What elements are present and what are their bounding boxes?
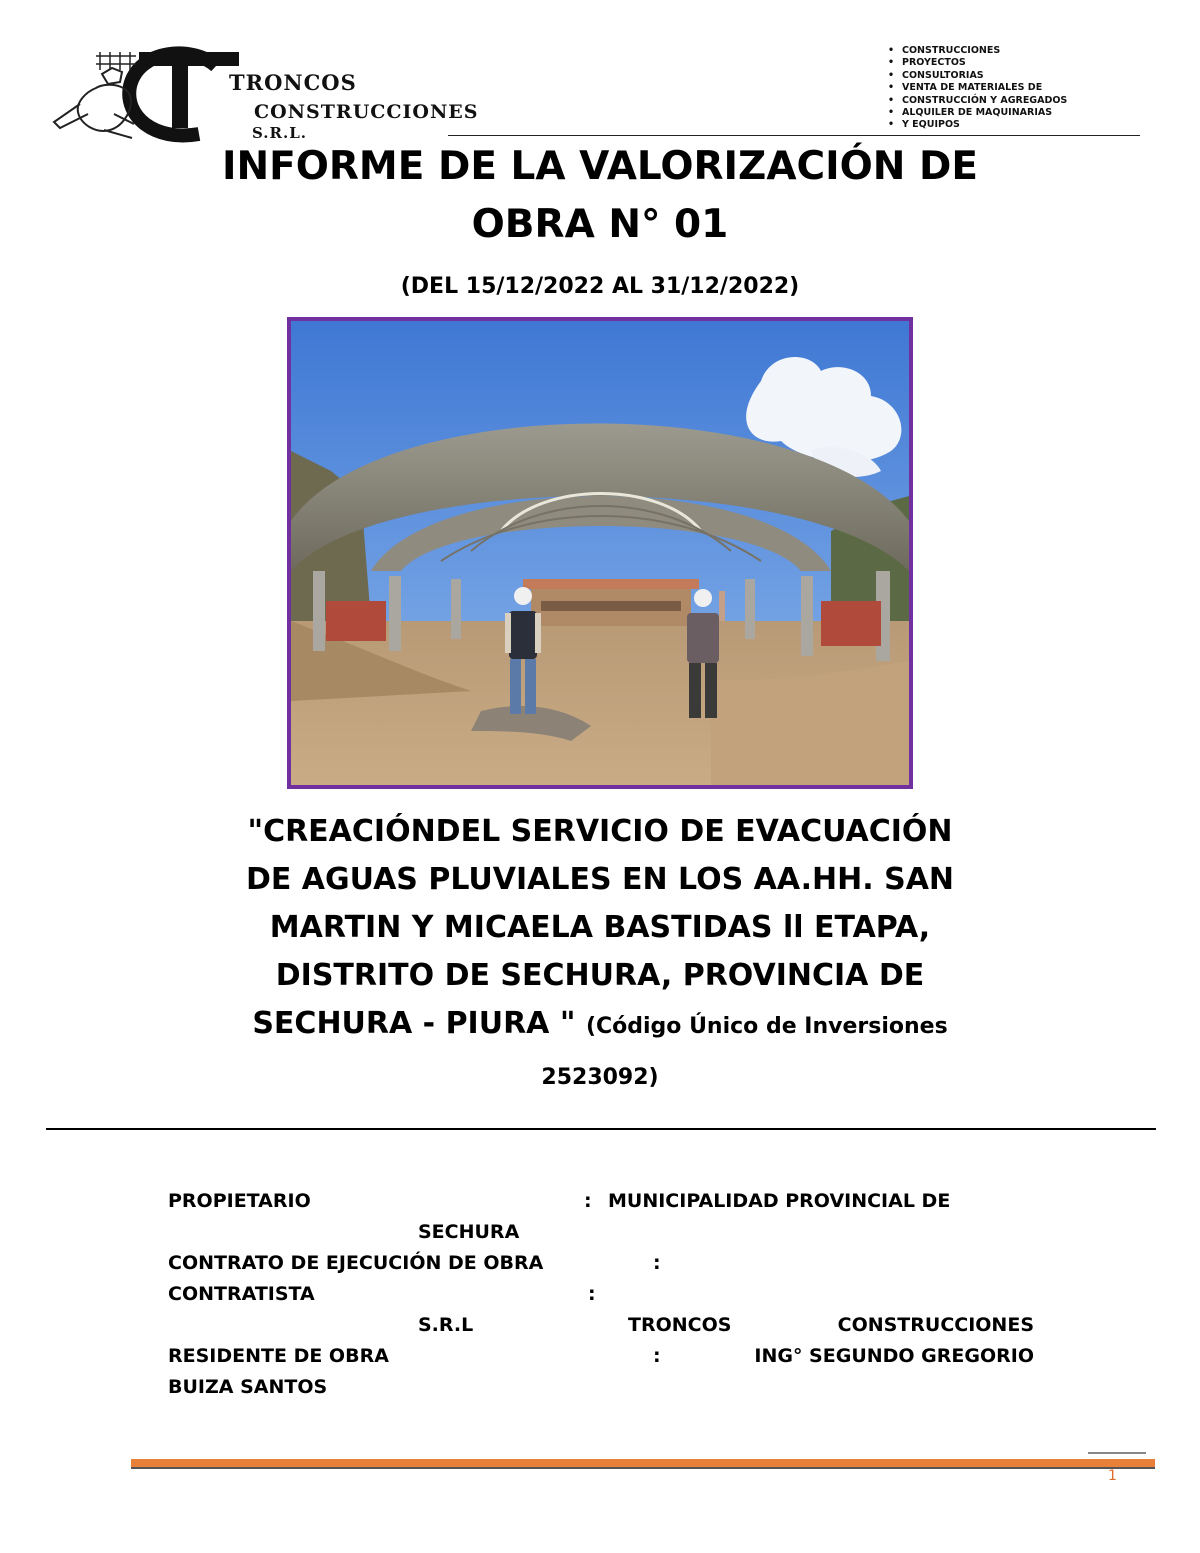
cover-photo xyxy=(287,317,913,789)
contract-label: CONTRATO DE EJECUCIÓN DE OBRA xyxy=(168,1252,544,1274)
service-item-continued: • Y EQUIPOS xyxy=(888,119,1067,131)
contractor-label: CONTRATISTA xyxy=(168,1283,315,1305)
resident-colon: : xyxy=(653,1345,661,1367)
project-info xyxy=(168,1186,1034,1403)
service-item: • CONSTRUCCIONES xyxy=(888,45,1067,57)
owner-value-continued: SECHURA xyxy=(418,1221,520,1243)
logo-word-troncos: TRONCOS xyxy=(229,70,357,95)
service-item: • ALQUILER DE MAQUINARIAS xyxy=(888,107,1067,119)
services-list xyxy=(888,45,1067,132)
report-title xyxy=(100,138,1100,254)
contractor-value-a: TRONCOS xyxy=(628,1314,732,1336)
owner-row xyxy=(168,1186,1034,1217)
contractor-value-b: CONSTRUCCIONES xyxy=(837,1314,1034,1336)
project-line2: DE AGUAS PLUVIALES EN LOS AA.HH. SAN xyxy=(245,862,955,897)
owner-value: MUNICIPALIDAD PROVINCIAL DE xyxy=(608,1190,951,1212)
header-divider xyxy=(448,135,1140,136)
page-number: 1 xyxy=(1108,1468,1117,1484)
project-line5: SECHURA - PIURA " xyxy=(252,1006,576,1041)
page-number-rule xyxy=(1088,1452,1146,1454)
owner-label: PROPIETARIO xyxy=(168,1190,311,1212)
owner-colon: : xyxy=(584,1190,592,1212)
contract-row xyxy=(168,1248,1034,1279)
resident-label: RESIDENTE DE OBRA xyxy=(168,1345,389,1367)
report-title-line2: OBRA N° 01 xyxy=(471,202,729,247)
footer-bar xyxy=(131,1459,1155,1467)
logo-emblem xyxy=(44,44,244,144)
project-code-number: 2523092) xyxy=(541,1065,659,1090)
logo-word-srl: S.R.L. xyxy=(252,124,307,142)
resident-row xyxy=(168,1341,1034,1372)
report-period: (DEL 15/12/2022 AL 31/12/2022) xyxy=(400,274,800,299)
logo-word-construcciones: CONSTRUCCIONES xyxy=(254,101,479,123)
project-line3: MARTIN Y MICAELA BASTIDAS ll ETAPA, xyxy=(269,910,931,945)
company-logo xyxy=(44,44,574,144)
service-item: • PROYECTOS xyxy=(888,57,1067,69)
resident-value: ING° SEGUNDO GREGORIO xyxy=(754,1345,1034,1367)
contractor-value-continued: S.R.L xyxy=(418,1314,474,1336)
service-item: • CONSULTORIAS xyxy=(888,70,1067,82)
report-title-line1: INFORME DE LA VALORIZACIÓN DE xyxy=(221,144,979,189)
project-line1: "CREACIÓNDEL SERVICIO DE EVACUACIÓN xyxy=(247,814,953,849)
project-description xyxy=(150,808,1050,1102)
contractor-colon: : xyxy=(588,1283,596,1305)
service-item-continued: • CONSTRUCCIÓN Y AGREGADOS xyxy=(888,95,1067,107)
section-divider xyxy=(46,1128,1156,1130)
resident-value-continued: BUIZA SANTOS xyxy=(168,1376,328,1398)
project-line4: DISTRITO DE SECHURA, PROVINCIA DE xyxy=(275,958,925,993)
contract-colon: : xyxy=(653,1252,661,1274)
project-code: (Código Único de Inversiones xyxy=(585,1014,948,1039)
service-item: • VENTA DE MATERIALES DE xyxy=(888,82,1067,94)
